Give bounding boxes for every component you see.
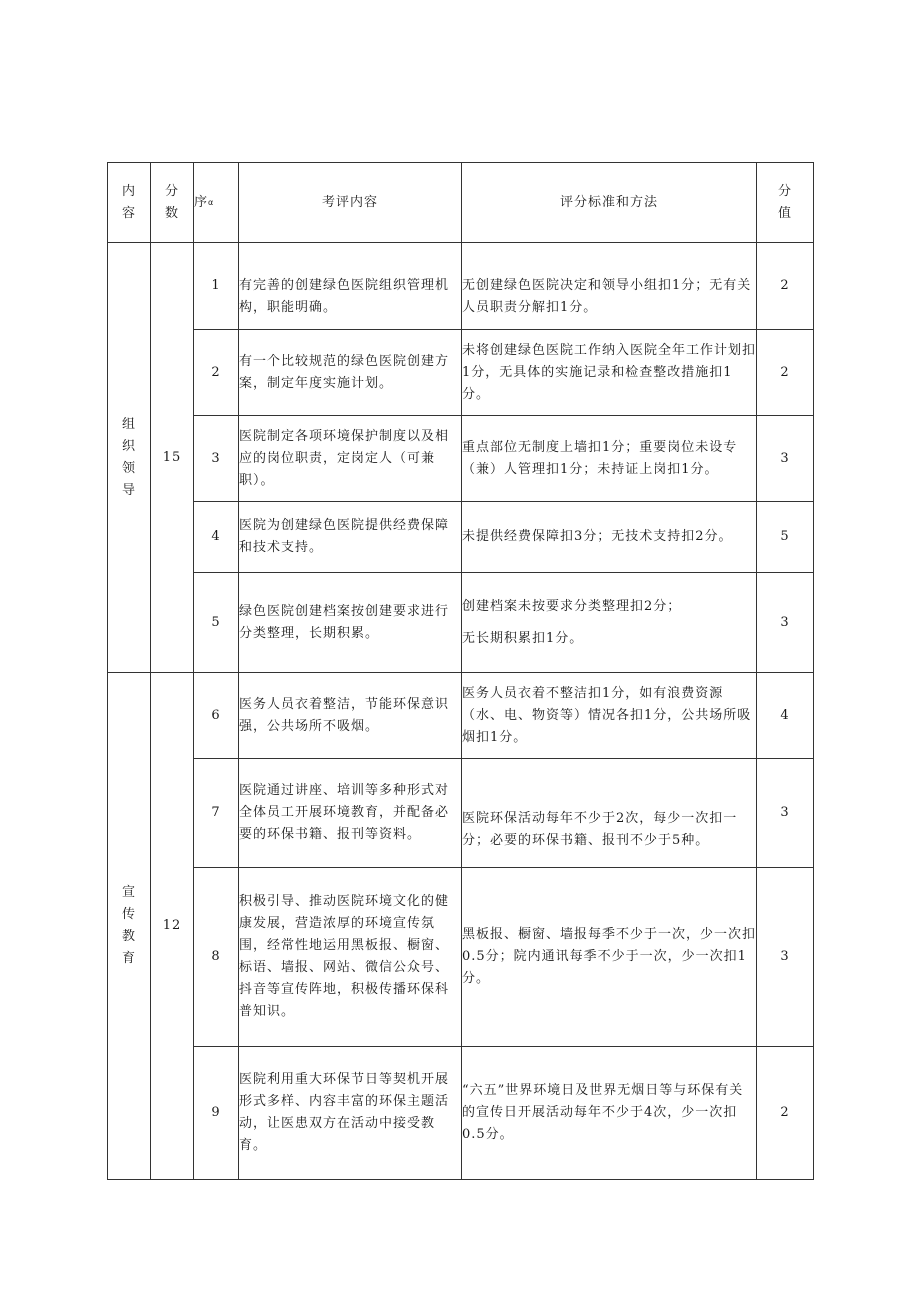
row-score: 3 (757, 573, 814, 673)
row-criteria: 医院环保活动每年不少于2次，每少一次扣一分；必要的环保书籍、报刊不少于5种。 (462, 759, 757, 868)
row-seq: 9 (194, 1047, 239, 1180)
table-row (108, 243, 814, 330)
row-content: 绿色医院创建档案按创建要求进行分类整理，长期积累。 (239, 573, 462, 673)
table-row (108, 502, 814, 573)
section-category: 宣传教育 (108, 673, 151, 1180)
section-points: 12 (151, 673, 194, 1180)
row-content: 医院通过讲座、培训等多种形式对全体员工开展环境教育，并配备必要的环保书籍、报刊等资料。 (239, 759, 462, 868)
section-category: 组织领导 (108, 243, 151, 673)
header-criteria: 评分标准和方法 (462, 163, 757, 243)
section-points: 15 (151, 243, 194, 673)
row-seq: 1 (194, 243, 239, 330)
criteria-line: 无长期积累扣1分。 (462, 630, 584, 646)
row-score: 3 (757, 416, 814, 502)
row-score: 2 (757, 243, 814, 330)
row-score: 5 (757, 502, 814, 573)
row-content: 有完善的创建绿色医院组织管理机构，职能明确。 (239, 243, 462, 330)
table-row (108, 1047, 814, 1180)
row-seq: 8 (194, 868, 239, 1047)
row-score: 3 (757, 759, 814, 868)
table-row (108, 759, 814, 868)
criteria-line: 创建档案未按要求分类整理扣2分； (462, 598, 682, 614)
row-seq: 3 (194, 416, 239, 502)
row-content: 有一个比较规范的绿色医院创建方案，制定年度实施计划。 (239, 330, 462, 416)
row-criteria (462, 573, 757, 673)
row-seq: 5 (194, 573, 239, 673)
row-seq: 4 (194, 502, 239, 573)
table-row (108, 330, 814, 416)
table-row (108, 573, 814, 673)
row-seq: 6 (194, 673, 239, 759)
evaluation-table (107, 162, 814, 1180)
row-seq: 7 (194, 759, 239, 868)
row-seq: 2 (194, 330, 239, 416)
row-criteria: 无创建绿色医院决定和领导小组扣1分；无有关人员职责分解扣1分。 (462, 243, 757, 330)
row-criteria: 医务人员衣着不整洁扣1分，如有浪费资源（水、电、物资等）情况各扣1分，公共场所吸烟扣1分。 (462, 673, 757, 759)
header-seq (194, 163, 239, 243)
row-score: 4 (757, 673, 814, 759)
table-row (108, 416, 814, 502)
row-score: 2 (757, 330, 814, 416)
table-row (108, 673, 814, 759)
header-score: 分值 (757, 163, 814, 243)
row-content: 医院制定各项环境保护制度以及相应的岗位职责，定岗定人（可兼职）。 (239, 416, 462, 502)
header-seq-label: 序 (194, 194, 209, 210)
row-content: 医院利用重大环保节日等契机开展形式多样、内容丰富的环保主题活动，让医患双方在活动中接受教育。 (239, 1047, 462, 1180)
header-points: 分数 (151, 163, 194, 243)
table-row (108, 868, 814, 1047)
row-score: 3 (757, 868, 814, 1047)
row-content: 医院为创建绿色医院提供经费保障和技术支持。 (239, 502, 462, 573)
header-content: 考评内容 (239, 163, 462, 243)
row-content: 积极引导、推动医院环境文化的健康发展，营造浓厚的环境宣传氛围，经常性地运用黑板报、橱窗、标语、墙报、网站、微信公众号、抖音等宣传阵地，积极传播环保科普知识。 (239, 868, 462, 1047)
row-content: 医务人员衣着整洁，节能环保意识强，公共场所不吸烟。 (239, 673, 462, 759)
header-category: 内容 (108, 163, 151, 243)
row-criteria: 未提供经费保障扣3分；无技术支持扣2分。 (462, 502, 757, 573)
row-criteria: 黑板报、橱窗、墙报每季不少于一次，少一次扣0.5分；院内通讯每季不少于一次，少一次扣1分。 (462, 868, 757, 1047)
header-row (108, 163, 814, 243)
row-score: 2 (757, 1047, 814, 1180)
row-criteria: “六五”世界环境日及世界无烟日等与环保有关的宣传日开展活动每年不少于4次，少一次扣0.5分。 (462, 1047, 757, 1180)
header-seq-mark: α (208, 197, 215, 207)
row-criteria: 重点部位无制度上墙扣1分；重要岗位未设专（兼）人管理扣1分；未持证上岗扣1分。 (462, 416, 757, 502)
row-criteria: 未将创建绿色医院工作纳入医院全年工作计划扣1分，无具体的实施记录和检查整改措施扣1分。 (462, 330, 757, 416)
